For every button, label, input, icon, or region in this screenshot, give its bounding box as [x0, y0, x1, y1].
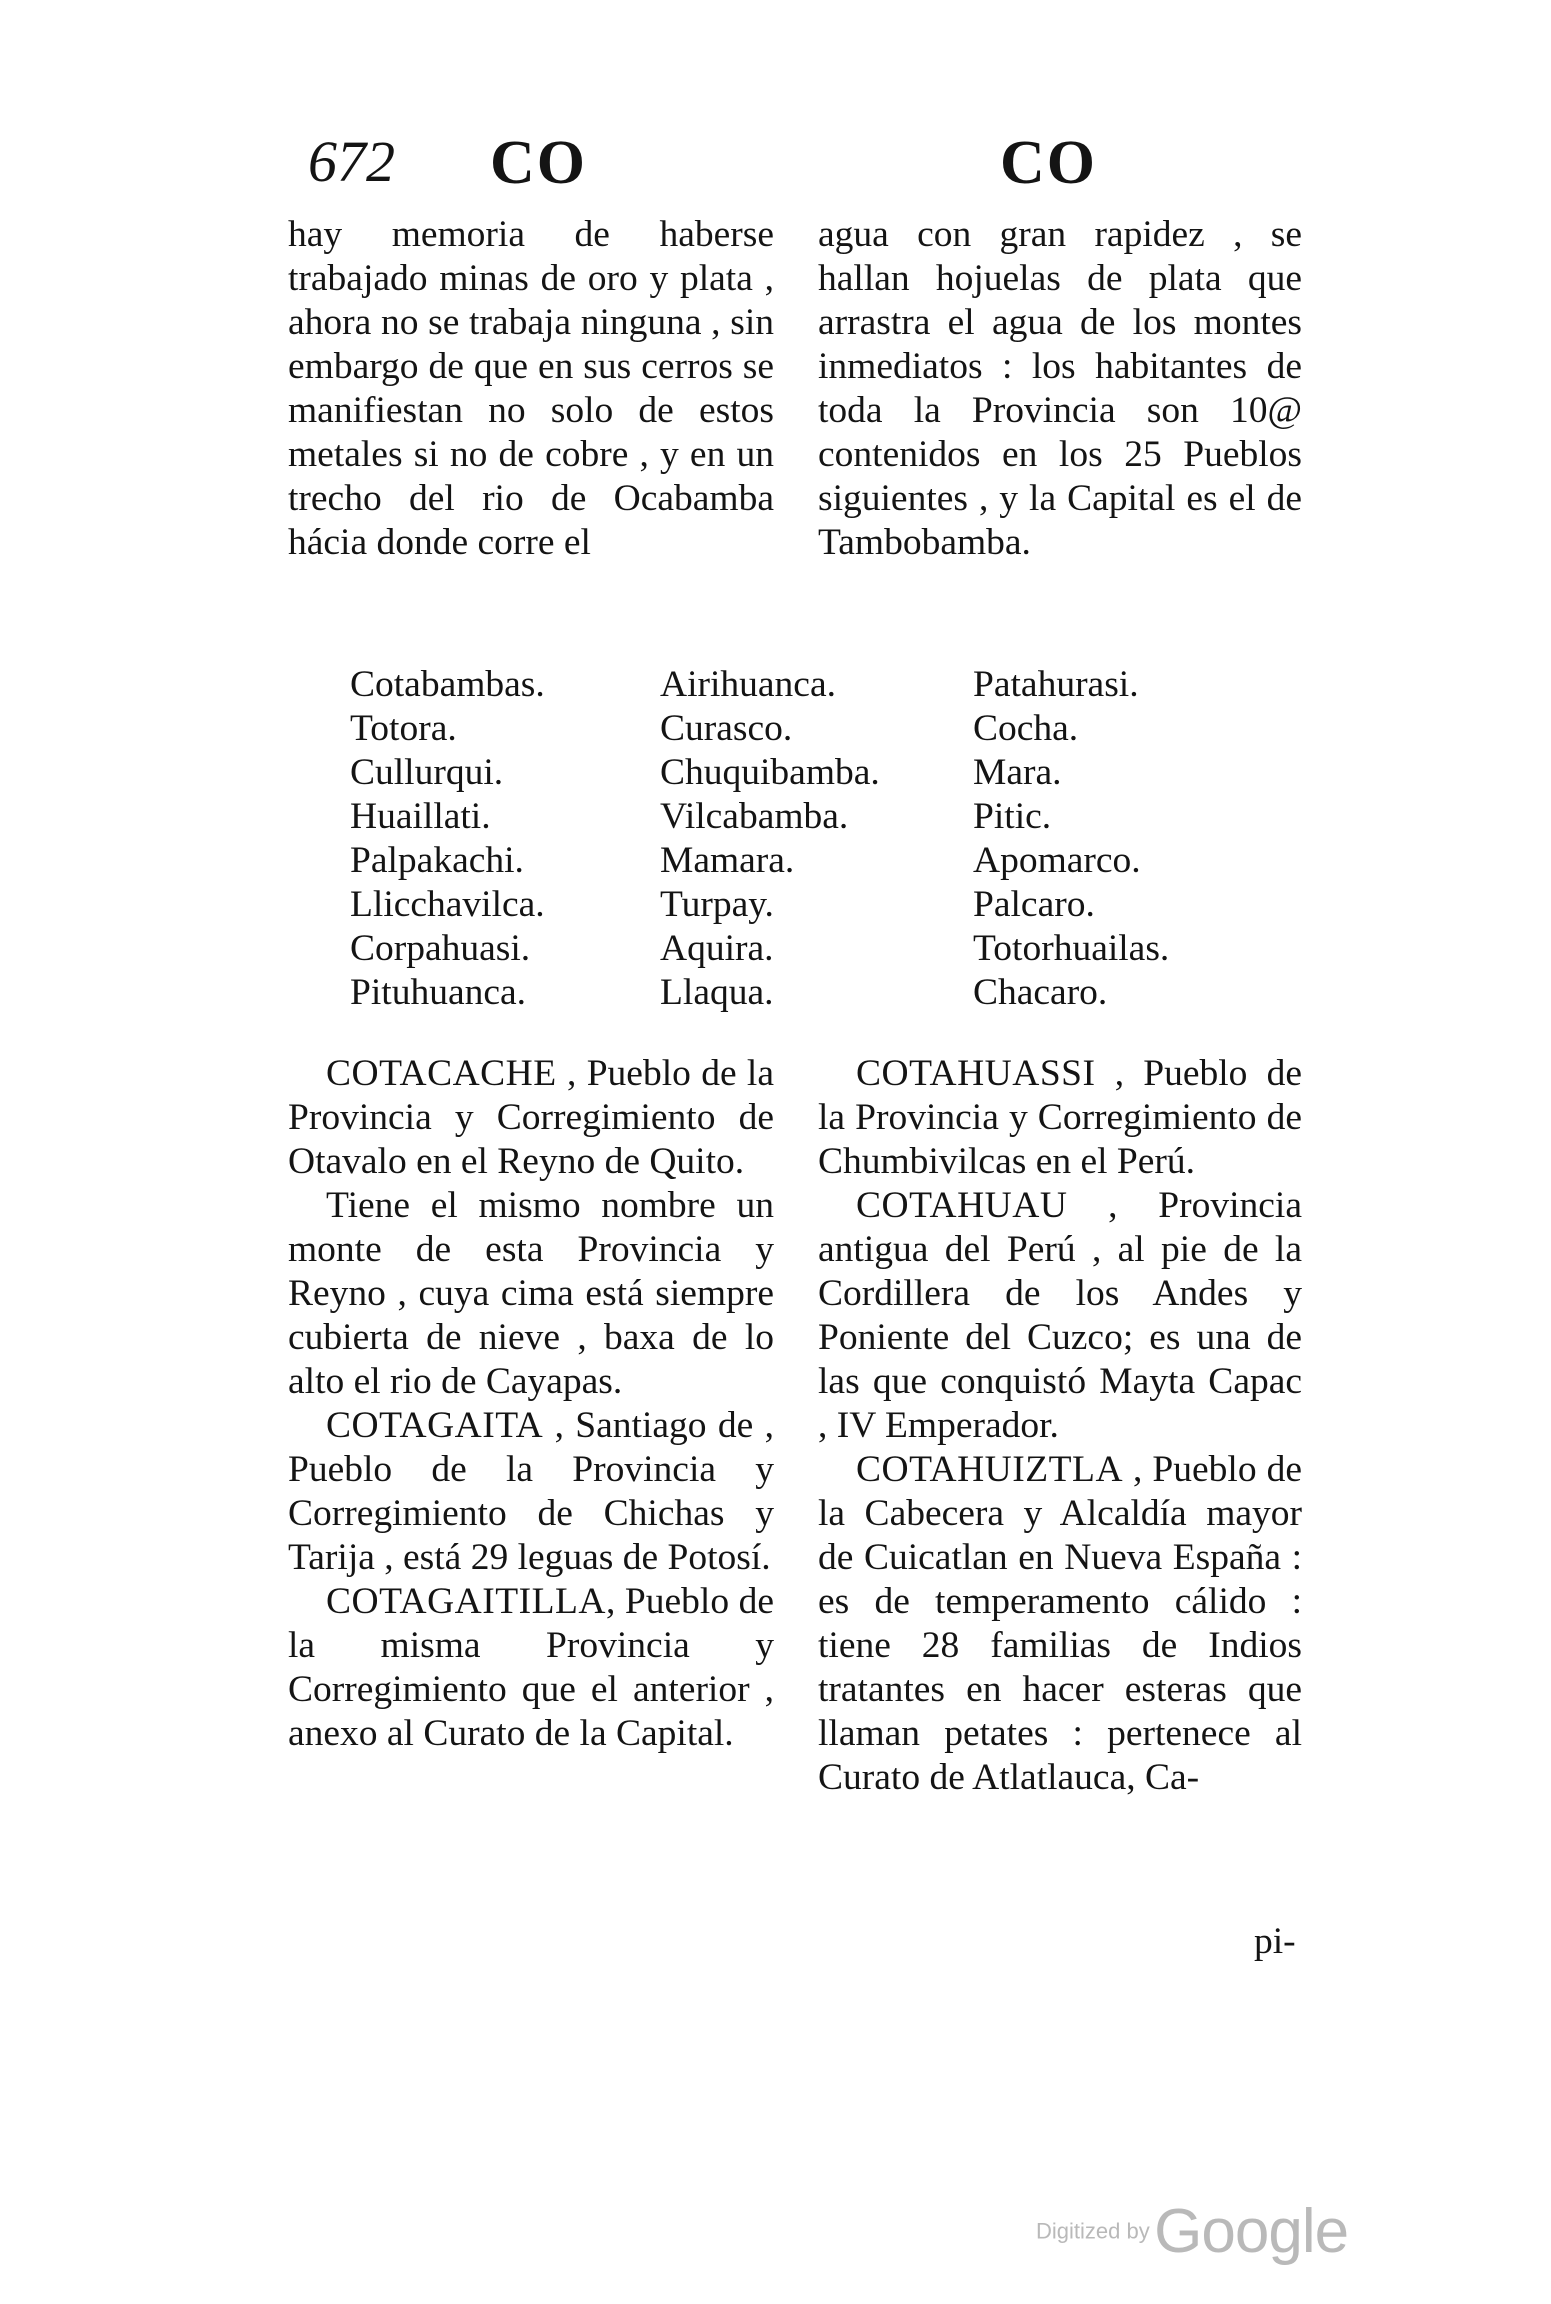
entry-headword: COTAHUAU [856, 1185, 1068, 1226]
dictionary-entry [818, 1052, 1302, 1184]
left-column-top [288, 213, 774, 565]
right-column-top [818, 213, 1302, 565]
entry-headword: COTAHUASSI [856, 1053, 1096, 1094]
continued-paragraph-left: hay memoria de haberse trabajado minas de oro y plata , ahora no se trabaja ninguna , sin embargo de que en sus cerros se manifiestan no solo de estos metales si no de cobre , y en un trecho del rio de Ocabamba hácia donde corre el [288, 214, 774, 563]
town-item: Totora. [350, 708, 457, 749]
town-item: Vilcabamba. [660, 796, 849, 837]
town-list [0, 663, 1551, 1013]
entry-headword: COTACACHE [326, 1053, 557, 1094]
page-number: 672 [308, 129, 395, 194]
town-item: Mamara. [660, 840, 795, 881]
running-header [0, 128, 1551, 218]
town-item: Palpakachi. [350, 840, 524, 881]
town-column-2 [660, 663, 880, 1015]
town-item: Chacaro. [973, 972, 1108, 1013]
entry-headword: COTAGAITA [326, 1405, 544, 1446]
town-item: Chuquibamba. [660, 752, 880, 793]
dictionary-entry [288, 1184, 774, 1404]
town-item: Mara. [973, 752, 1062, 793]
town-item: Huaillati. [350, 796, 491, 837]
town-item: Curasco. [660, 708, 793, 749]
town-item: Pitic. [973, 796, 1052, 837]
entry-body: , Provincia antigua del Perú , al pie de la Cordillera de los Andes y Poniente del Cuzco; es una de las que conquistó Mayta Capac , IV Emperador. [818, 1185, 1302, 1446]
headword-left: CO [490, 129, 587, 197]
town-item: Apomarco. [973, 840, 1141, 881]
watermark-prefix: Digitized by [1036, 2218, 1150, 2244]
google-watermark [1036, 2196, 1348, 2267]
town-item: Turpay. [660, 884, 774, 925]
entry-headword: COTAGAITILLA [326, 1581, 607, 1622]
left-column-entries [288, 1052, 774, 1756]
town-item: Patahurasi. [973, 664, 1139, 705]
dictionary-entry [288, 1052, 774, 1184]
town-item: Llicchavilca. [350, 884, 545, 925]
entry-body: , Pueblo de la Provincia y Corregimiento de Otavalo en el Reyno de Quito. [288, 1053, 774, 1182]
dictionary-entry [818, 1184, 1302, 1448]
town-item: Airihuanca. [660, 664, 836, 705]
town-column-1 [350, 663, 545, 1015]
town-item: Cocha. [973, 708, 1079, 749]
town-item: Pituhuanca. [350, 972, 527, 1013]
town-item: Cotabambas. [350, 664, 545, 705]
dictionary-entry [818, 1448, 1302, 1800]
town-item: Llaqua. [660, 972, 774, 1013]
town-item: Totorhuailas. [973, 928, 1170, 969]
town-item: Aquira. [660, 928, 774, 969]
town-item: Cullurqui. [350, 752, 504, 793]
right-column-entries [818, 1052, 1302, 1800]
dictionary-entry [288, 1580, 774, 1756]
entry-body: , Pueblo de la misma Provincia y Corregimiento que el anterior , anexo al Curato de la Capital. [288, 1581, 774, 1754]
town-item: Palcaro. [973, 884, 1095, 925]
entry-headword: COTAHUIZTLA [856, 1449, 1124, 1490]
entry-body: Tiene el mismo nombre un monte de esta Provincia y Reyno , cuya cima está siempre cubierta de nieve , baxa de lo alto el rio de Cayapas. [288, 1185, 774, 1402]
town-column-3 [973, 663, 1169, 1015]
entry-body: , Santiago de , Pueblo de la Provincia y Corregimiento de Chichas y Tarija , está 29 leguas de Potosí. [288, 1405, 774, 1578]
entry-body: , Pueblo de la Provincia y Corregimiento de Chumbivilcas en el Perú. [818, 1053, 1302, 1182]
catchword: pi- [1254, 1921, 1296, 1962]
dictionary-entry [288, 1404, 774, 1580]
town-item: Corpahuasi. [350, 928, 531, 969]
entry-body: , Pueblo de la Cabecera y Alcaldía mayor de Cuicatlan en Nueva España : es de temperamento cálido : tiene 28 familias de Indios tratantes en hacer esteras que llaman petates : pertenece al Curato de Atlatlauca, Ca- [818, 1449, 1302, 1798]
headword-right: CO [1000, 129, 1097, 197]
continued-paragraph-right: agua con gran rapidez , se hallan hojuelas de plata que arrastra el agua de los montes inmediatos : los habitantes de toda la Provincia son 10@ contenidos en los 25 Pueblos siguientes , y la Capital es el de Tambobamba. [818, 214, 1302, 563]
google-logo: Google [1154, 2197, 1349, 2266]
